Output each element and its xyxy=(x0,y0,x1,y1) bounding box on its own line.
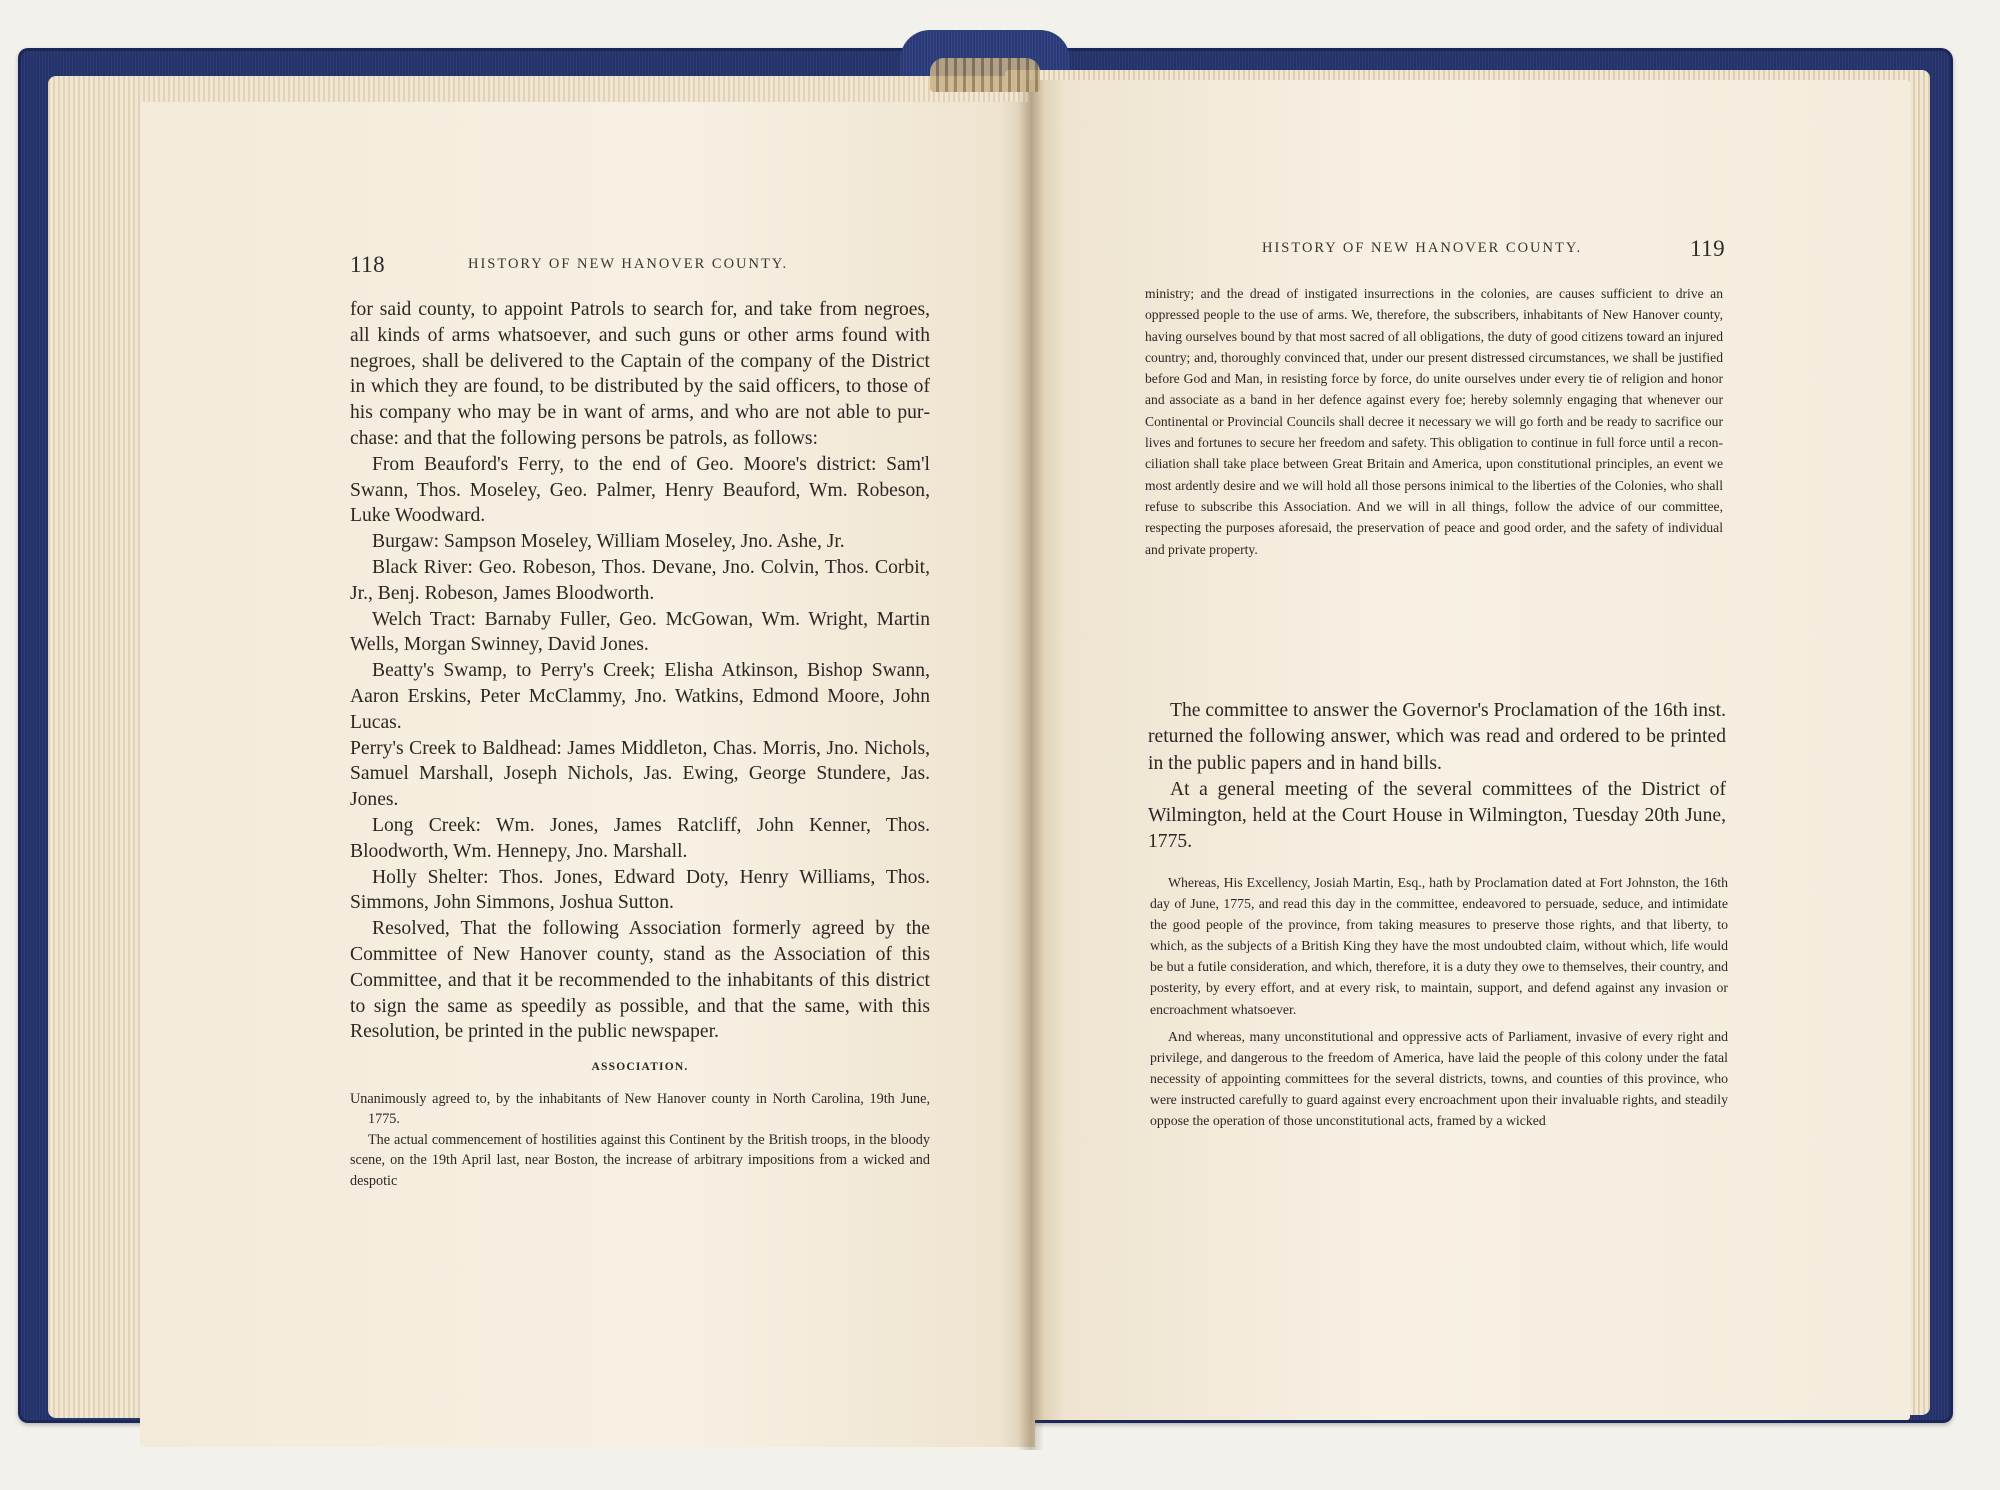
paragraph: Beatty's Swamp, to Perry's Creek; Elisha Atkinson, Bishop Swann, Aaron Erskins, Peter McClammy, Jno. Watkins, Edmond Moore, John Lucas. xyxy=(350,660,930,733)
paragraph: Resolved, That the following Association formerly agreed by the Committee of New Hanover county, stand as the Association of this Committee, and that it be recommended to the inhabitants of this district to sign the same as speedily as possible, and that the same, with this Resolution, be printed in the public newspaper. xyxy=(350,918,930,1043)
paragraph: ministry; and the dread of instigated insurrections in the colonies, are causes sufficient to drive an oppressed people to the use of arms. We, therefore, the subscribers, inhabitants of New Hanover county, having ourselves bound by that most sacred of all obligations, the duty of good citizens toward an injured country; and, thoroughly convinced that, under our present distressed circumstances, we shall be justified before God and Man, in resisting force by force, do unite ourselves under every tie of religion and honor and associate as a band in her defence against every foe; hereby solemnly engaging that whenever our Continental or Provincial Councils shall decree it necessary we will go forth and be ready to sacrifice our lives and fortunes to secure her freedom and safety. This obligation to continue in full force until a reconciliation shall take place between Great Britain and America, upon constitutional principles, an event we most ardently desire and we will hold all those persons inimical to the liberties of the Colonies, who shall refuse to subscribe this Association. And we will in all things, follow the advice of our committee, respecting the purposes aforesaid, the preservation of peace and good order, and the safety of individual and private property. xyxy=(1145,286,1723,557)
book-gutter xyxy=(1018,80,1044,1450)
association-text: The actual commencement of hostilities against this Continent by the British troops, in the bloody scene, on the 19th April last, near Boston, the increase of arbitrary impositions from a wicked and despotic xyxy=(350,1131,930,1189)
headband xyxy=(930,58,1040,92)
paragraph: From Beauford's Ferry, to the end of Geo. Moore's district: Sam'l Swann, Thos. Moseley, Geo. Palmer, Henry Beauford, Wm. Robeson, Luke Woodward. xyxy=(350,453,930,527)
right-running-head: HISTORY OF NEW HANOVER COUNTY. xyxy=(1262,240,1583,256)
association-intro: Unanimously agreed to, by the inhabitants of New Hanover county in North Carolina, 19th June, 1775. xyxy=(350,1090,930,1128)
paragraph: And whereas, many unconstitutional and oppressive acts of Parliament, invasive of every right and privilege, and dangerous to the freedom of America, have laid the people of this colony under the fatal necessity of appointing committees for the several districts, towns, and counties of this province, who were instructed carefully to guard against every encroachment upon their invaluable rights, and steadily oppose the operation of those unconstitutional acts, framed by a wicked xyxy=(1150,1028,1728,1129)
right-page-number: 119 xyxy=(1690,236,1726,261)
paragraph: Holly Shelter: Thos. Jones, Edward Doty, Henry Williams, Thos. Simmons, John Simmons, Joshua Sutton. xyxy=(350,866,930,914)
left-running-head: HISTORY OF NEW HANOVER COUNTY. xyxy=(468,256,789,272)
paragraph: Perry's Creek to Baldhead: James Middleton, Chas. Morris, Jno. Nichols, Samuel Marshall, Joseph Nichols, Jas. Ewing, George Stundere, Jas. Jones. xyxy=(350,737,930,811)
paragraph: Burgaw: Sampson Moseley, William Moseley, Jno. Ashe, Jr. xyxy=(372,531,845,553)
right-page-body xyxy=(1148,698,1726,856)
left-page-number: 118 xyxy=(350,252,386,277)
paragraph: Whereas, His Excellency, Josiah Martin, Esq., hath by Proclamation dated at Fort Johnston, the 16th day of June, 1775, and read this day in the committee, endeavored to persuade, seduce, and intimidate the good people of the province, from taking measures to preserve those rights, and that liberty, to which, as the subjects of a British King they have the most undoubted claim, without which, life would be but a futile consideration, and which, therefore, it is a duty they owe to themselves, their country, and posterity, by every effort, and at every risk, to maintain, support, and defend against any invasion or encroachment whatsoever. xyxy=(1150,875,1728,1017)
left-page-body xyxy=(350,297,930,1191)
committee-answer xyxy=(1150,872,1728,1131)
paragraph: Welch Tract: Barnaby Fuller, Geo. McGowan, Wm. Wright, Martin Wells, Morgan Swinney, David Jones. xyxy=(350,608,930,656)
association-heading: ASSOCIATION. xyxy=(591,1061,689,1074)
paragraph: for said county, to appoint Patrols to search for, and take from negroes, all kinds of arms whatsoever, and such guns or other arms found with negroes, shall be delivered to the Captain of the company of the District in which they are found, to be distributed by the said officers, to those of his company who may be in want of arms, and who are not able to purchase: and that the following persons be patrols, as follows: xyxy=(350,299,930,449)
paragraph: The committee to answer the Governor's Proclamation of the 16th inst. returned the following answer, which was read and ordered to be printed in the public papers and in hand bills. xyxy=(1148,700,1726,774)
paragraph: Long Creek: Wm. Jones, James Ratcliff, John Kenner, Thos. Bloodworth, Wm. Hennepy, Jno. Marshall. xyxy=(350,814,930,862)
association-continued xyxy=(1145,283,1723,560)
paragraph: Black River: Geo. Robeson, Thos. Devane, Jno. Colvin, Thos. Corbit, Jr., Benj. Robeson, James Bloodworth. xyxy=(350,556,930,604)
paragraph: At a general meeting of the several committees of the District of Wilmington, held at the Court House in Wilmington, Tuesday 20th June, 1775. xyxy=(1148,778,1726,853)
association-block xyxy=(350,1089,930,1192)
